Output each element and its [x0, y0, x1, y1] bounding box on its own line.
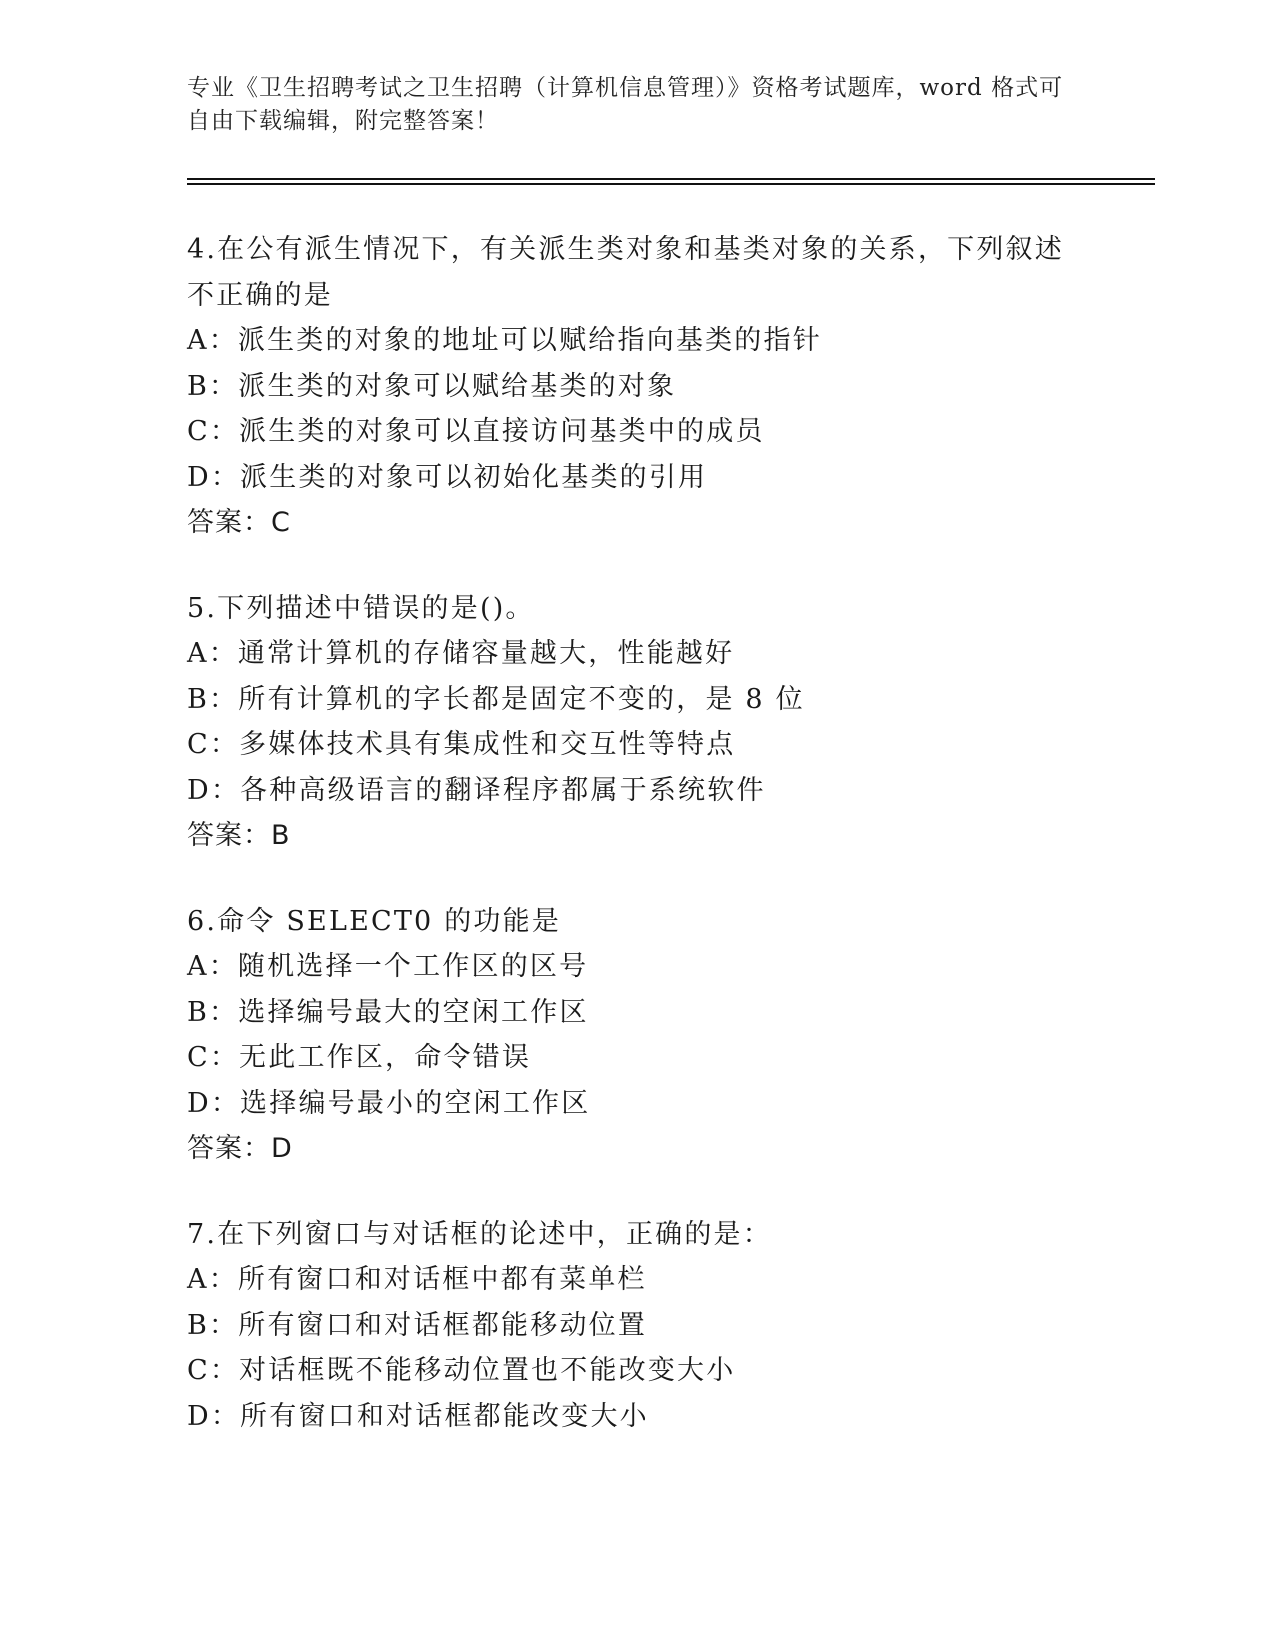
question-7: [187, 1212, 1087, 1440]
question-text: 5.下列描述中错误的是()。: [187, 592, 535, 624]
answer-line: 答案：D: [187, 1133, 293, 1164]
question-text: 6.命令 SELECT0 的功能是: [187, 905, 562, 937]
option-c: C：派生类的对象可以直接访问基类中的成员: [187, 416, 765, 447]
header-divider-top: [187, 178, 1155, 180]
option-a: A：随机选择一个工作区的区号: [187, 951, 589, 982]
option-d: D：派生类的对象可以初始化基类的引用: [187, 461, 708, 493]
option-b: B：选择编号最大的空闲工作区: [187, 996, 589, 1028]
question-text: 4.在公有派生情况下，有关派生类对象和基类对象的关系，下列叙述不正确的是: [187, 234, 1064, 311]
answer-line: 答案：C: [187, 507, 291, 538]
question-4: [187, 227, 1087, 546]
question-text: 7.在下列窗口与对话框的论述中，正确的是：: [187, 1218, 772, 1250]
option-b: B：所有计算机的字长都是固定不变的，是 8 位: [187, 683, 805, 715]
option-b: B：派生类的对象可以赋给基类的对象: [187, 370, 677, 402]
option-a: A：派生类的对象的地址可以赋给指向基类的指针: [187, 325, 822, 356]
question-6: [187, 899, 1087, 1172]
option-d: D：选择编号最小的空闲工作区: [187, 1087, 591, 1119]
document-header: 专业《卫生招聘考试之卫生招聘（计算机信息管理）》资格考试题库，word 格式可自由下载编辑，附完整答案！: [187, 75, 1064, 134]
option-c: C：多媒体技术具有集成性和交互性等特点: [187, 729, 736, 760]
header-divider-bottom: [187, 183, 1155, 185]
answer-line: 答案：B: [187, 820, 291, 851]
option-b: B：所有窗口和对话框都能移动位置: [187, 1309, 648, 1341]
option-c: C：对话框既不能移动位置也不能改变大小: [187, 1355, 736, 1386]
option-a: A：所有窗口和对话框中都有菜单栏: [187, 1264, 647, 1295]
option-d: D：所有窗口和对话框都能改变大小: [187, 1400, 649, 1432]
question-list: [187, 227, 1087, 1479]
option-c: C：无此工作区，命令错误: [187, 1042, 532, 1073]
option-a: A：通常计算机的存储容量越大，性能越好: [187, 638, 735, 669]
option-d: D：各种高级语言的翻译程序都属于系统软件: [187, 774, 766, 806]
question-5: [187, 586, 1087, 859]
